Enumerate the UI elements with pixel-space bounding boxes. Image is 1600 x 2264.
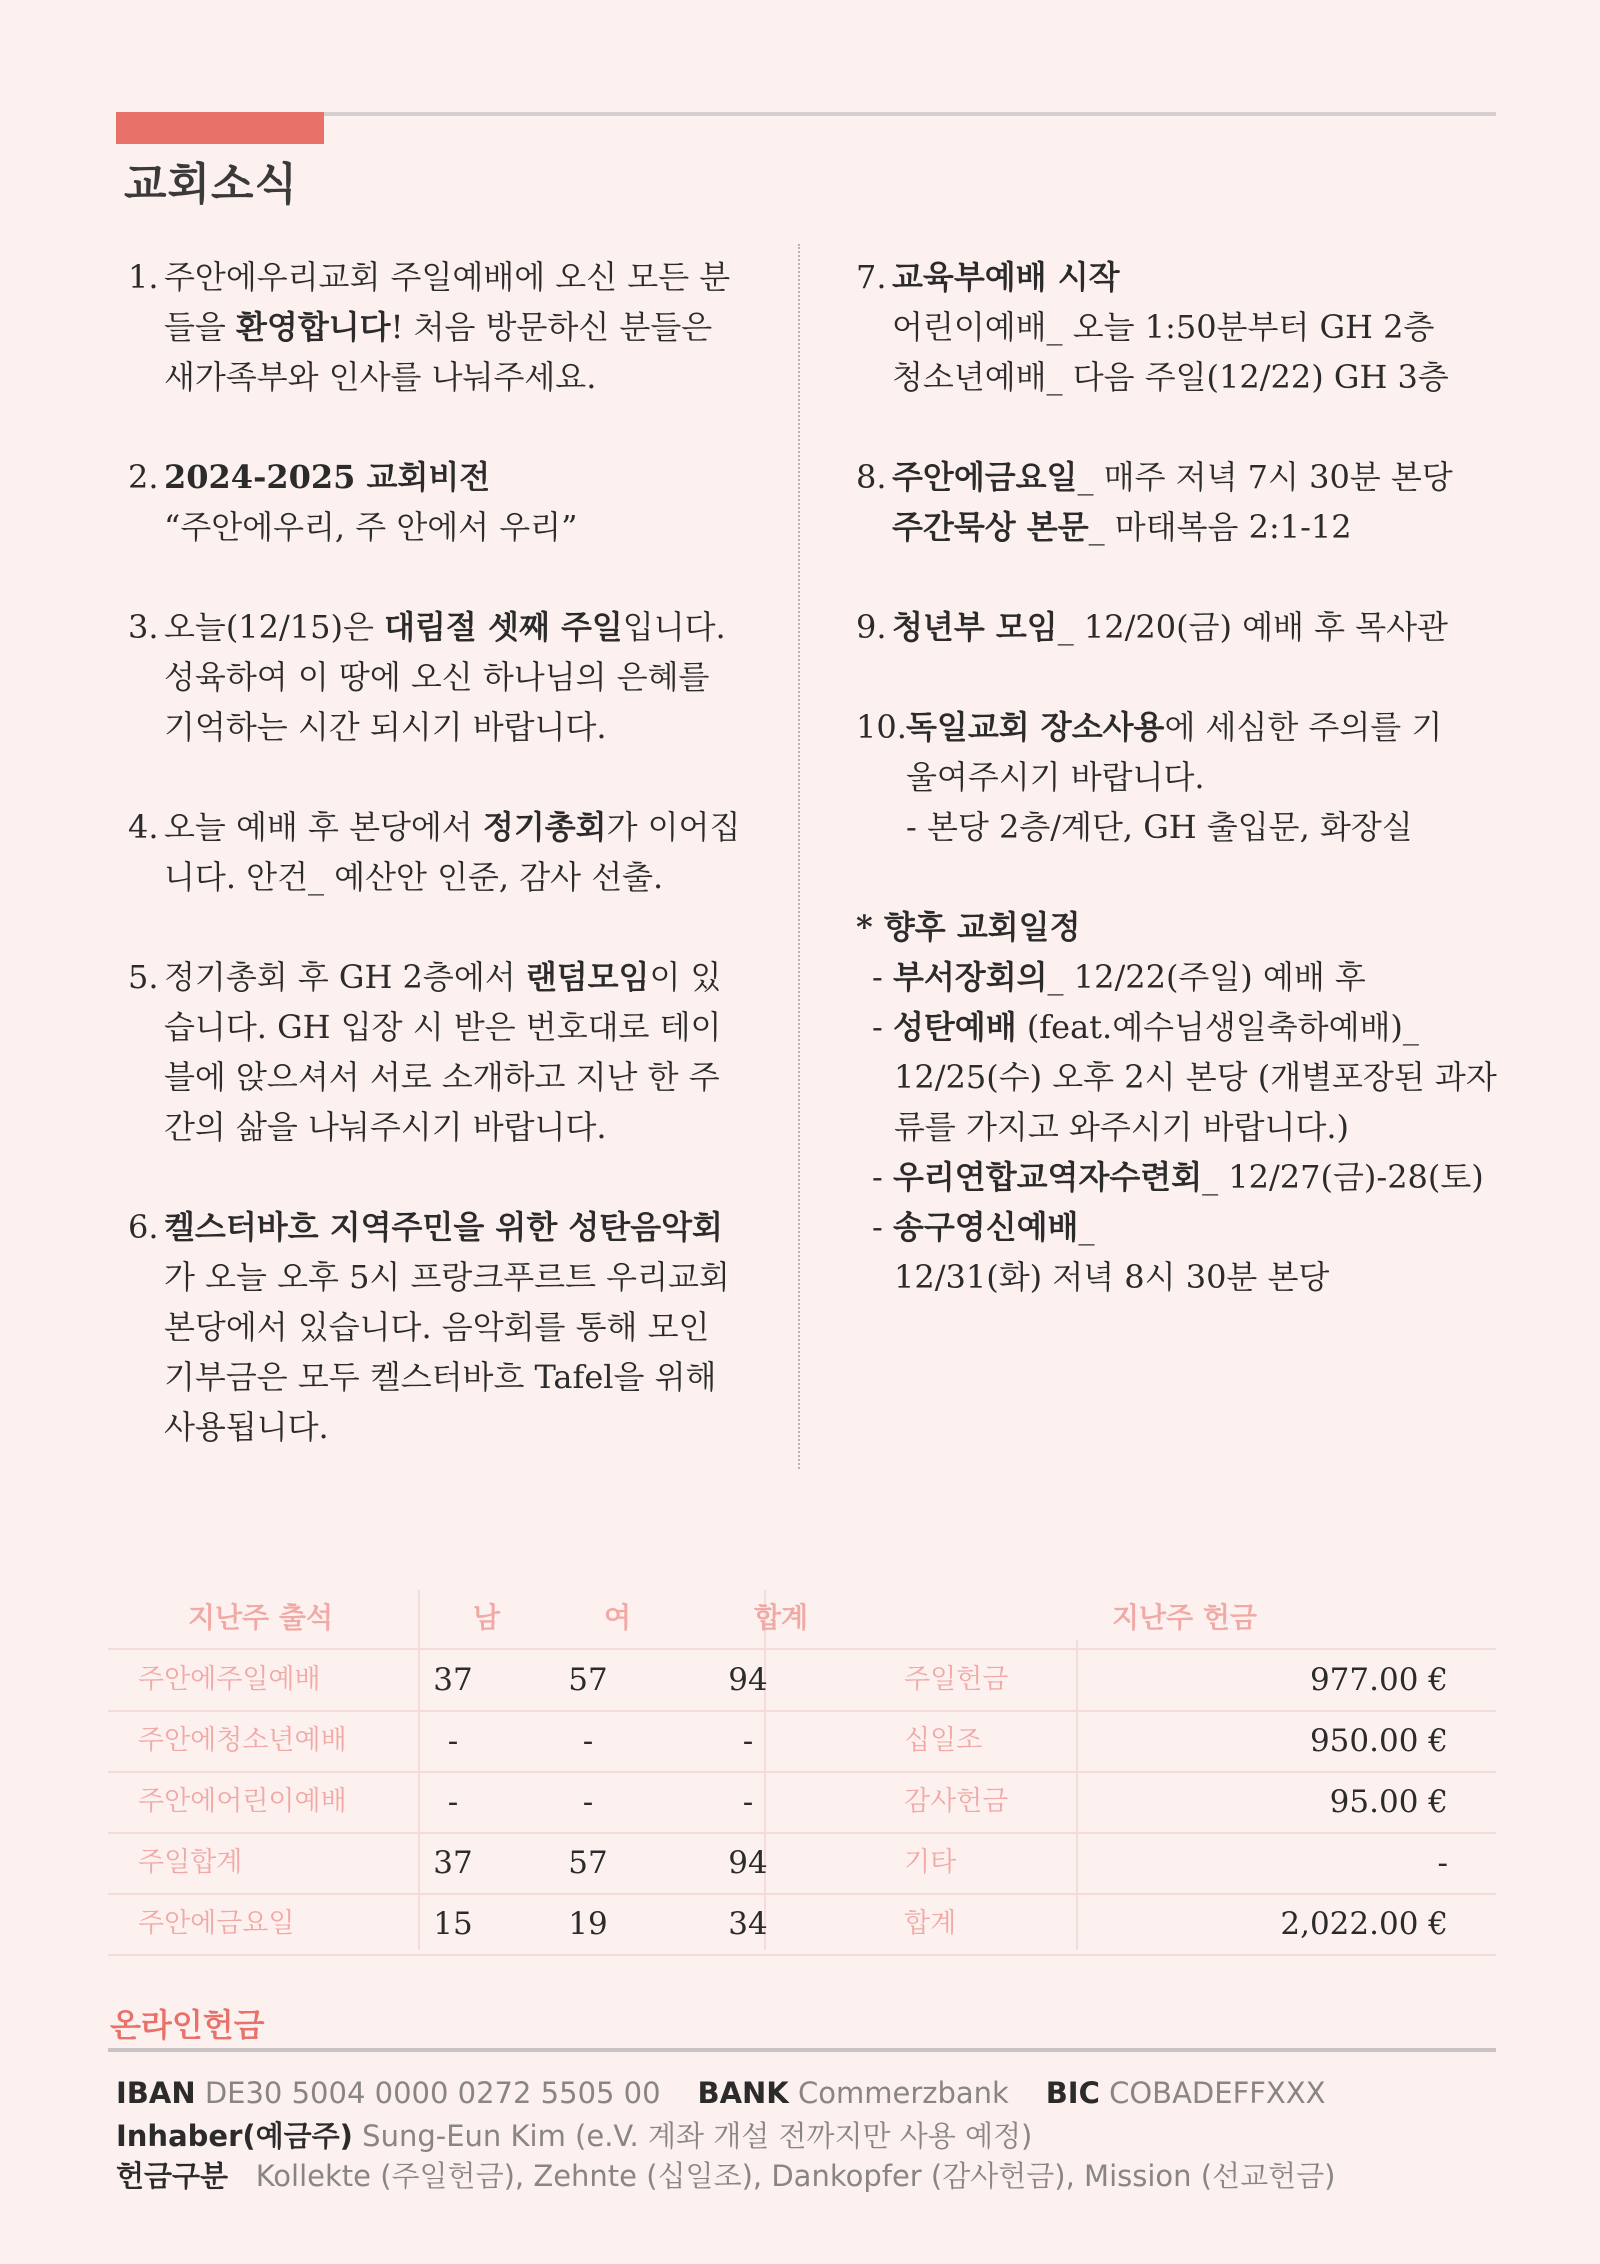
table-row bbox=[108, 1833, 1496, 1895]
news-item-number: 6. bbox=[128, 1208, 159, 1246]
table-cell-olabel: 십일조 bbox=[904, 1725, 983, 1756]
table-cell-female: - bbox=[582, 1723, 594, 1759]
table-cell-amount: 2,022.00 € bbox=[1280, 1906, 1448, 1942]
bank-line-3 bbox=[116, 2154, 1335, 2195]
news-item-line bbox=[164, 1252, 768, 1302]
news-item-line bbox=[164, 1052, 768, 1102]
news-item-line bbox=[906, 752, 1496, 802]
table-cell-male: 15 bbox=[433, 1906, 473, 1942]
schedule-line bbox=[856, 1252, 1496, 1302]
emphasis-text: 랜덤모임 bbox=[525, 958, 650, 996]
table-cell-amount: 977.00 € bbox=[1309, 1662, 1448, 1698]
news-item-number: 10. bbox=[856, 708, 907, 746]
schedule-heading: * 향후 교회일정 bbox=[856, 908, 1081, 946]
body-text: - bbox=[872, 1208, 893, 1246]
body-text: 오늘(12/15)은 bbox=[164, 608, 385, 646]
news-item-line bbox=[164, 452, 768, 502]
news-item-number: 2. bbox=[128, 458, 159, 496]
news-item bbox=[856, 452, 1496, 552]
news-item-line bbox=[164, 602, 768, 652]
body-text: 간의 삶을 나눠주시기 바랍니다. bbox=[164, 1108, 607, 1146]
body-text: 어린이예배_ 오늘 1:50분부터 GH 2층 bbox=[892, 308, 1435, 346]
header-female: 여 bbox=[604, 1601, 632, 1634]
news-item-line bbox=[164, 652, 768, 702]
iban-key: IBAN bbox=[116, 2076, 196, 2110]
body-text: 본당에서 있습니다. 음악회를 통해 모인 bbox=[164, 1308, 710, 1346]
body-text: “주안에우리, 주 안에서 우리” bbox=[164, 508, 578, 546]
body-text: 주안에우리교회 주일예배에 오신 모든 분 bbox=[164, 258, 731, 296]
emphasis-text: 2024-2025 교회비전 bbox=[164, 458, 491, 496]
emphasis-text: 교육부예배 시작 bbox=[892, 258, 1120, 296]
news-item-line bbox=[164, 802, 768, 852]
body-text: 이 있 bbox=[649, 958, 722, 996]
table-cell-total: - bbox=[742, 1723, 754, 1759]
body-text: _ 12/20(금) 예배 후 목사관 bbox=[1057, 608, 1448, 646]
table-cell-total: 34 bbox=[728, 1906, 768, 1942]
page-title: 교회소식 bbox=[124, 159, 299, 210]
emphasis-text: 부서장회의 bbox=[892, 958, 1048, 996]
news-item bbox=[856, 702, 1496, 852]
body-text: 기부금은 모두 켈스터바흐 Tafel을 위해 bbox=[164, 1358, 717, 1396]
body-text: 니다. 안건_ 예산안 인준, 감사 선출. bbox=[164, 858, 664, 896]
table-cell-olabel: 기타 bbox=[904, 1847, 957, 1878]
news-item-line bbox=[892, 452, 1496, 502]
table-cell-label: 주안에금요일 bbox=[138, 1908, 295, 1939]
news-item bbox=[128, 602, 768, 752]
table-cell-male: 37 bbox=[433, 1845, 473, 1881]
emphasis-text: 주안에금요일 bbox=[892, 458, 1078, 496]
news-item-line bbox=[892, 502, 1496, 552]
schedule-line bbox=[856, 1152, 1496, 1202]
news-item-line bbox=[164, 1402, 768, 1452]
news-column-right bbox=[856, 252, 1496, 1302]
table-cell-label: 주일합계 bbox=[138, 1847, 243, 1878]
news-item bbox=[856, 252, 1496, 402]
news-item-line bbox=[164, 1102, 768, 1152]
table-cell-olabel: 감사헌금 bbox=[904, 1786, 1009, 1817]
news-item bbox=[128, 1202, 768, 1452]
body-text: 사용됩니다. bbox=[164, 1408, 329, 1446]
bank-key: BANK bbox=[697, 2076, 789, 2110]
iban-value: DE30 5004 0000 0272 5505 00 bbox=[204, 2076, 661, 2110]
header-accent-bar bbox=[116, 112, 324, 144]
body-text: _ 매주 저녁 7시 30분 본당 bbox=[1077, 458, 1453, 496]
news-item-number: 5. bbox=[128, 958, 159, 996]
body-text: 성육하여 이 땅에 오신 하나님의 은혜를 bbox=[164, 658, 710, 696]
body-text: - bbox=[872, 958, 893, 996]
header-offering: 지난주 헌금 bbox=[1112, 1601, 1257, 1634]
emphasis-text: 주간묵상 본문 bbox=[892, 508, 1089, 546]
body-text: _ 12/27(금)-28(토) bbox=[1202, 1158, 1484, 1196]
news-item-line bbox=[892, 252, 1496, 302]
table-cell-label: 주안에어린이예배 bbox=[138, 1786, 347, 1817]
bic-key: BIC bbox=[1045, 2076, 1100, 2110]
news-item bbox=[128, 252, 768, 402]
news-item-line bbox=[164, 502, 768, 552]
news-item bbox=[128, 802, 768, 902]
table-cell-amount: 950.00 € bbox=[1309, 1723, 1448, 1759]
body-text: 12/25(수) 오후 2시 본당 (개별포장된 과자 bbox=[894, 1058, 1497, 1096]
body-text: 가 오늘 오후 5시 프랑크푸르트 우리교회 bbox=[164, 1258, 730, 1296]
body-text: 정기총회 후 GH 2층에서 bbox=[164, 958, 526, 996]
body-text: _ bbox=[1078, 1208, 1095, 1246]
emphasis-text: 우리연합교역자수련회 bbox=[892, 1158, 1203, 1196]
body-text: 청소년예배_ 다음 주일(12/22) GH 3층 bbox=[892, 358, 1449, 396]
emphasis-text: 성탄예배 bbox=[892, 1008, 1017, 1046]
online-offering-rule bbox=[108, 2048, 1496, 2052]
body-text: 가 이어집 bbox=[606, 808, 741, 846]
bank-value: Commerzbank bbox=[797, 2076, 1009, 2110]
news-item-number: 3. bbox=[128, 608, 159, 646]
news-item-line bbox=[892, 352, 1496, 402]
body-text: _ 마태복음 2:1-12 bbox=[1088, 508, 1352, 546]
news-item-number: 7. bbox=[856, 258, 887, 296]
body-text: 들을 bbox=[164, 308, 236, 346]
schedule-line bbox=[856, 1102, 1496, 1152]
table-cell-olabel: 합계 bbox=[904, 1908, 957, 1939]
table-cell-male: 37 bbox=[433, 1662, 473, 1698]
news-item-line bbox=[906, 702, 1496, 752]
news-item-line bbox=[164, 352, 768, 402]
holder-value: Sung-Eun Kim (e.V. 계좌 개설 전까지만 사용 예정) bbox=[362, 2119, 1033, 2153]
body-text: 류를 가지고 와주시기 바랍니다.) bbox=[894, 1108, 1350, 1146]
schedule-line bbox=[856, 1202, 1496, 1252]
news-item bbox=[128, 952, 768, 1152]
category-key: 헌금구분 bbox=[116, 2159, 229, 2193]
emphasis-text: 송구영신예배 bbox=[892, 1208, 1079, 1246]
body-text: 12/31(화) 저녁 8시 30분 본당 bbox=[894, 1258, 1330, 1296]
emphasis-text: 켈스터바흐 지역주민을 위한 성탄음악회 bbox=[164, 1208, 723, 1246]
column-divider bbox=[798, 244, 800, 1469]
table-row bbox=[108, 1711, 1496, 1773]
body-text: 새가족부와 인사를 나눠주세요. bbox=[164, 358, 597, 396]
news-item-line bbox=[906, 802, 1496, 852]
holder-key: Inhaber(예금주) bbox=[116, 2119, 353, 2153]
news-item-line bbox=[164, 1352, 768, 1402]
bic-value: COBADEFFXXX bbox=[1109, 2076, 1326, 2110]
upcoming-schedule bbox=[856, 902, 1496, 1302]
table-cell-total: - bbox=[742, 1784, 754, 1820]
body-text: 오늘 예배 후 본당에서 bbox=[164, 808, 483, 846]
header-attendance: 지난주 출석 bbox=[188, 1601, 333, 1634]
table-cell-olabel: 주일헌금 bbox=[904, 1664, 1009, 1695]
body-text: - bbox=[872, 1158, 893, 1196]
news-item-line bbox=[164, 1202, 768, 1252]
table-cell-female: 19 bbox=[568, 1906, 608, 1942]
body-text: (feat.예수님생일축하예배)_ bbox=[1016, 1008, 1419, 1046]
schedule-line bbox=[856, 1052, 1496, 1102]
emphasis-text: 정기총회 bbox=[482, 808, 607, 846]
news-item-line bbox=[892, 602, 1496, 652]
table-cell-total: 94 bbox=[728, 1662, 768, 1698]
table-cell-total: 94 bbox=[728, 1845, 768, 1881]
bank-line-2 bbox=[116, 2114, 1032, 2155]
header-male: 남 bbox=[473, 1601, 501, 1634]
table-header-row bbox=[108, 1588, 1496, 1650]
news-item-line bbox=[164, 302, 768, 352]
schedule-line bbox=[856, 952, 1496, 1002]
news-item-number: 9. bbox=[856, 608, 887, 646]
emphasis-text: 대림절 셋째 주일 bbox=[384, 608, 623, 646]
emphasis-text: 청년부 모임 bbox=[892, 608, 1058, 646]
news-item-line bbox=[164, 702, 768, 752]
category-value: Kollekte (주일헌금), Zehnte (십일조), Dankopfer (감사헌금), Mission (선교헌금) bbox=[255, 2159, 1336, 2193]
emphasis-text: 독일교회 장소사용 bbox=[906, 708, 1165, 746]
emphasis-text: 환영합니다 bbox=[236, 308, 391, 346]
news-column-left bbox=[128, 252, 768, 1502]
news-item bbox=[128, 452, 768, 552]
body-text: - bbox=[872, 1008, 893, 1046]
news-item-line bbox=[164, 952, 768, 1002]
schedule-line bbox=[856, 1002, 1496, 1052]
body-text: 블에 앉으셔서 서로 소개하고 지난 한 주 bbox=[164, 1058, 720, 1096]
news-item-number: 4. bbox=[128, 808, 159, 846]
news-item-line bbox=[892, 302, 1496, 352]
table-cell-female: 57 bbox=[568, 1845, 608, 1881]
news-item-number: 8. bbox=[856, 458, 887, 496]
body-text: 입니다. bbox=[622, 608, 726, 646]
body-text: 에 세심한 주의를 기 bbox=[1164, 708, 1443, 746]
body-text: 습니다. GH 입장 시 받은 번호대로 테이 bbox=[164, 1008, 722, 1046]
news-item bbox=[856, 602, 1496, 652]
online-offering-title: 온라인헌금 bbox=[110, 2006, 265, 2044]
news-item-line bbox=[164, 1002, 768, 1052]
table-row bbox=[108, 1894, 1496, 1956]
body-text: - 본당 2층/계단, GH 출입문, 화장실 bbox=[906, 808, 1413, 846]
table-cell-label: 주안에청소년예배 bbox=[138, 1725, 347, 1756]
table-row bbox=[108, 1772, 1496, 1834]
body-text: _ 12/22(주일) 예배 후 bbox=[1047, 958, 1366, 996]
table-cell-male: - bbox=[447, 1784, 459, 1820]
body-text: 기억하는 시간 되시기 바랍니다. bbox=[164, 708, 607, 746]
table-cell-male: - bbox=[447, 1723, 459, 1759]
news-item-line bbox=[164, 852, 768, 902]
table-row bbox=[108, 1650, 1496, 1712]
body-text: ! 처음 방문하신 분들은 bbox=[390, 308, 713, 346]
body-text: 울여주시기 바랍니다. bbox=[906, 758, 1205, 796]
table-cell-amount: - bbox=[1437, 1845, 1448, 1881]
table-cell-female: - bbox=[582, 1784, 594, 1820]
news-item-line bbox=[164, 252, 768, 302]
table-cell-female: 57 bbox=[568, 1662, 608, 1698]
header-total: 합계 bbox=[754, 1601, 809, 1634]
news-item-number: 1. bbox=[128, 258, 159, 296]
bank-line-1 bbox=[116, 2076, 1326, 2110]
table-cell-amount: 95.00 € bbox=[1329, 1784, 1448, 1820]
news-item-line bbox=[164, 1302, 768, 1352]
table-cell-label: 주안에주일예배 bbox=[138, 1664, 321, 1695]
